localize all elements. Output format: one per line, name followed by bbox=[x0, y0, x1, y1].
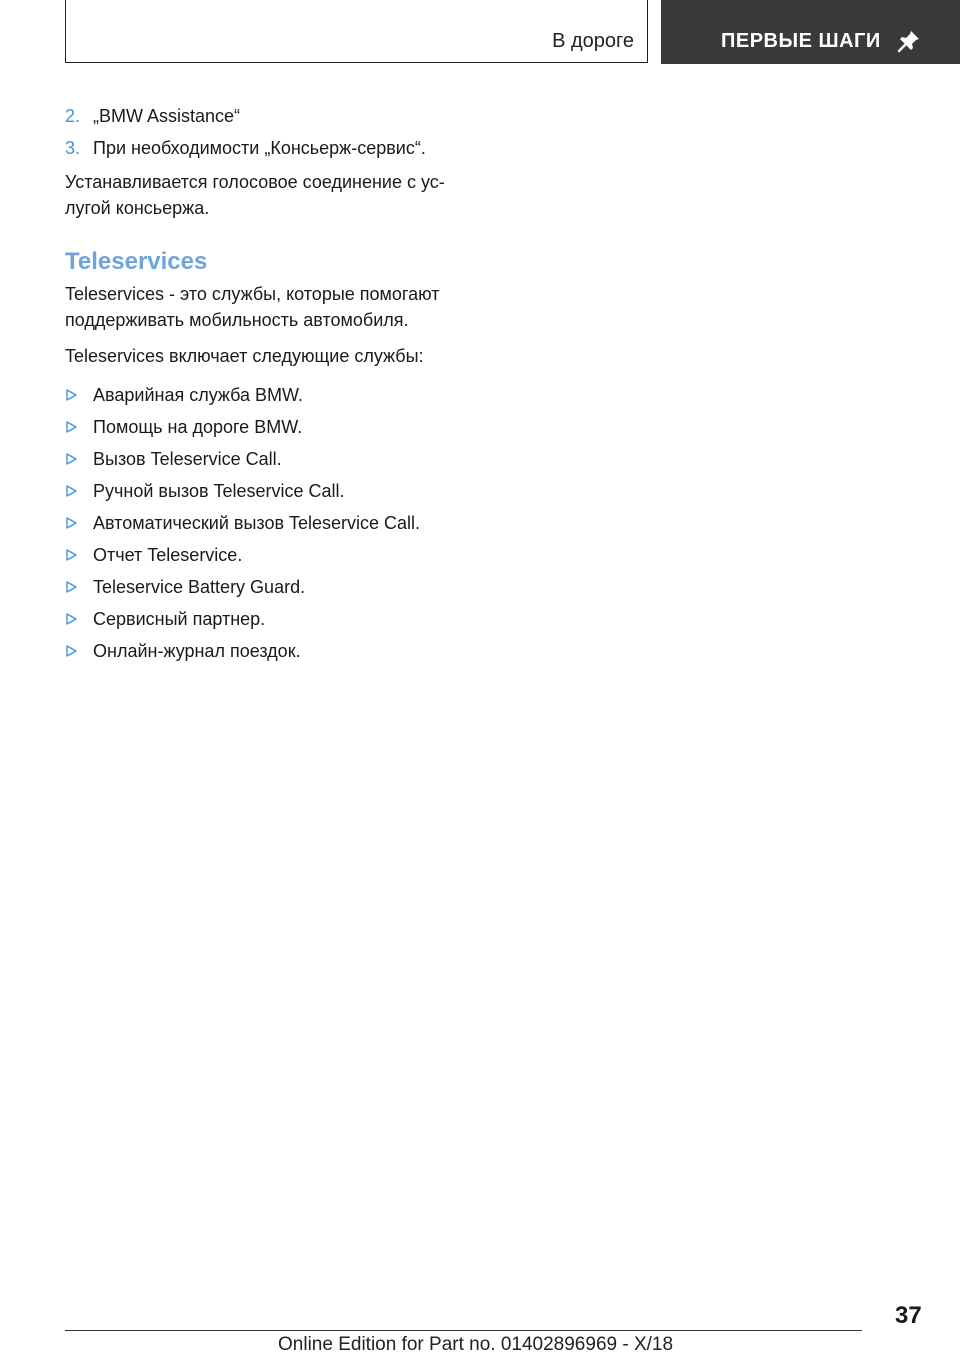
triangle-bullet-icon bbox=[65, 638, 93, 664]
list-item-text: Отчет Teleservice. bbox=[93, 545, 243, 565]
triangle-bullet-icon bbox=[65, 510, 93, 536]
description-line: Teleservices - это службы, которые помогают bbox=[65, 284, 440, 304]
teleservices-heading: Teleservices bbox=[65, 248, 208, 275]
step-text: „BMW Assistance“ bbox=[93, 106, 241, 126]
triangle-bullet-icon bbox=[65, 606, 93, 632]
list-item bbox=[65, 379, 475, 411]
teleservices-description bbox=[65, 281, 475, 333]
pin-icon bbox=[896, 28, 922, 54]
step-number: 3. bbox=[65, 138, 81, 158]
main-content bbox=[65, 103, 475, 667]
list-item-text: Вызов Teleservice Call. bbox=[93, 449, 282, 469]
footer-divider bbox=[65, 1330, 862, 1331]
list-item-text: Автоматический вызов Teleservice Call. bbox=[93, 513, 421, 533]
list-item-text: Онлайн-журнал поездок. bbox=[93, 641, 301, 661]
list-item-text: Помощь на дороге BMW. bbox=[93, 417, 303, 437]
list-item bbox=[65, 635, 475, 667]
triangle-bullet-icon bbox=[65, 542, 93, 568]
list-item bbox=[65, 411, 475, 443]
chapter-tab bbox=[661, 0, 960, 64]
intro-paragraph bbox=[65, 169, 475, 221]
step-text: При необходимости „Консьерж-сервис“. bbox=[93, 138, 426, 158]
step-item bbox=[65, 135, 475, 161]
triangle-bullet-icon bbox=[65, 446, 93, 472]
header-section-box bbox=[65, 0, 648, 63]
list-item bbox=[65, 443, 475, 475]
services-list bbox=[65, 379, 475, 667]
list-item-text: Аварийная служба BMW. bbox=[93, 385, 304, 405]
step-item bbox=[65, 103, 475, 129]
triangle-bullet-icon bbox=[65, 574, 93, 600]
list-item-text: Teleservice Battery Guard. bbox=[93, 577, 306, 597]
list-item-text: Сервисный партнер. bbox=[93, 609, 266, 629]
list-item bbox=[65, 571, 475, 603]
teleservices-includes: Teleservices включает следующие службы: bbox=[65, 346, 424, 366]
intro-line: лугой консьержа. bbox=[65, 198, 210, 218]
triangle-bullet-icon bbox=[65, 478, 93, 504]
triangle-bullet-icon bbox=[65, 382, 93, 408]
step-number: 2. bbox=[65, 106, 81, 126]
page-number: 37 bbox=[895, 1302, 922, 1329]
edition-footer: Online Edition for Part no. 01402896969 - X/18 bbox=[278, 1334, 674, 1355]
chapter-title: ПЕРВЫЕ ШАГИ bbox=[721, 30, 881, 52]
intro-line: Устанавливается голосовое соединение с ус- bbox=[65, 172, 445, 192]
list-item-text: Ручной вызов Teleservice Call. bbox=[93, 481, 345, 501]
triangle-bullet-icon bbox=[65, 414, 93, 440]
list-item bbox=[65, 603, 475, 635]
section-title: В дороге bbox=[552, 30, 634, 52]
description-line: поддерживать мобильность автомобиля. bbox=[65, 310, 409, 330]
list-item bbox=[65, 475, 475, 507]
list-item bbox=[65, 539, 475, 571]
list-item bbox=[65, 507, 475, 539]
